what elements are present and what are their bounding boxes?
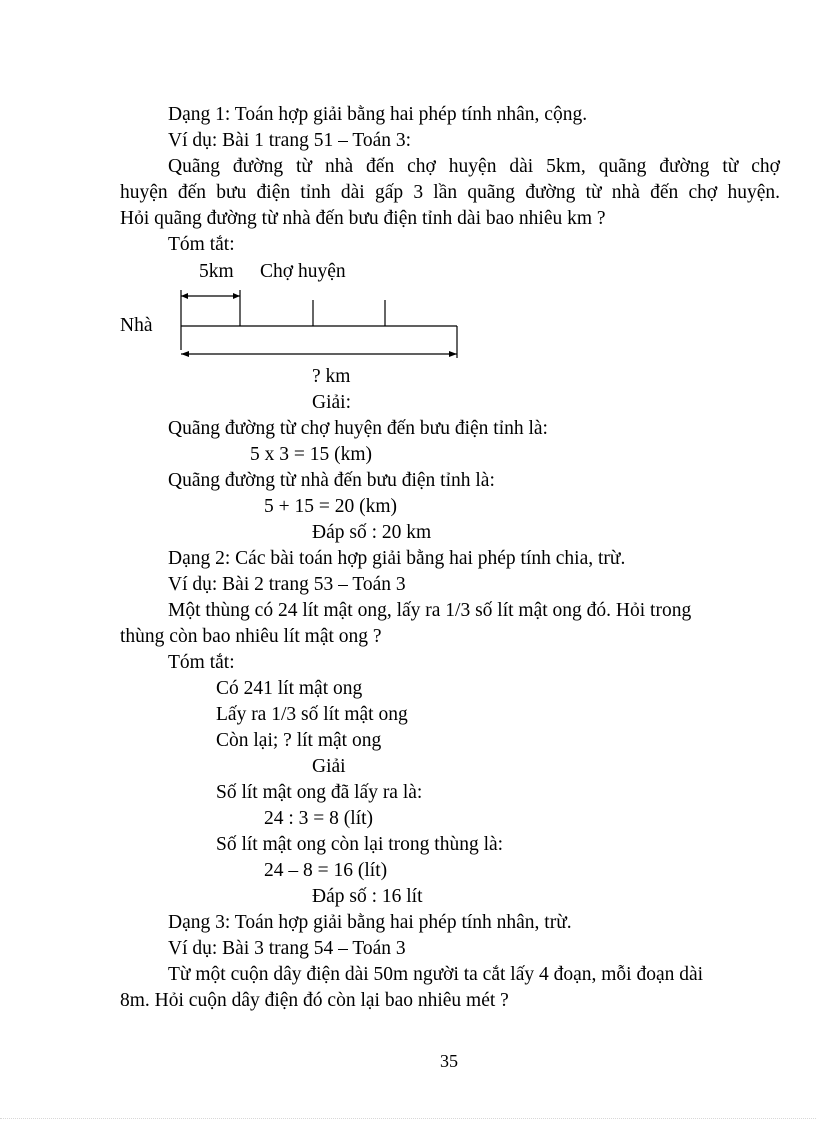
section3-problem-line1: Từ một cuộn dây điện dài 50m người ta cắt lấy 4 đoạn, mỗi đoạn dài [168,964,704,985]
section1-calc2: 5 + 15 = 20 (km) [264,496,398,517]
section1-example: Ví dụ: Bài 1 trang 51 – Toán 3: [168,130,412,151]
section1-step1: Quãng đường từ chợ huyện đến bưu điện tỉnh là: [168,418,548,439]
section2-problem-line1: Một thùng có 24 lít mật ong, lấy ra 1/3 số lít mật ong đó. Hỏi trong [168,600,692,621]
section2-summary-label: Tóm tắt: [168,652,235,673]
section1-step2: Quãng đường từ nhà đến bưu điện tỉnh là: [168,470,495,491]
section2-calc2: 24 – 8 = 16 (lít) [264,860,388,881]
section1-answer: Đáp số : 20 km [312,522,432,543]
section2-problem-line2: thùng còn bao nhiêu lít mật ong ? [120,626,382,647]
diagram-home-label: Nhà [120,315,153,336]
section1-summary-label: Tóm tắt: [168,234,235,255]
segment-arrow-head-left [181,293,188,299]
diagram-segment-label: 5km [199,261,234,282]
section2-summary-line2: Lấy ra 1/3 số lít mật ong [216,704,408,725]
segment-arrow-head-right [233,293,240,299]
section3-problem-line2: 8m. Hỏi cuộn dây điện đó còn lại bao nhiêu mét ? [120,990,509,1011]
section2-heading: Dạng 2: Các bài toán hợp giải bằng hai phép tính chia, trừ. [168,548,626,569]
section1-calc1: 5 x 3 = 15 (km) [250,444,373,465]
section2-calc1: 24 : 3 = 8 (lít) [264,808,374,829]
section3-example: Ví dụ: Bài 3 trang 54 – Toán 3 [168,938,406,959]
total-arrow-head-left [181,351,189,357]
section1-heading: Dạng 1: Toán hợp giải bằng hai phép tính nhân, cộng. [168,104,588,125]
diagram-total-label: ? km [312,366,351,387]
section1-solution-label: Giải: [312,392,351,413]
section2-answer: Đáp số : 16 lít [312,886,423,907]
section2-summary-line3: Còn lại; ? lít mật ong [216,730,382,751]
section2-solution-label: Giải [312,756,346,777]
section2-step1: Số lít mật ong đã lấy ra là: [216,782,423,803]
section1-problem-line1: Quãng đường từ nhà đến chợ huyện dài 5km, quãng đường từ chợ [168,156,780,177]
diagram-market-label: Chợ huyện [260,261,346,282]
section1-problem-line2: huyện đến bưu điện tỉnh dài gấp 3 lần quãng đường từ nhà đến chợ huyện. [120,182,780,203]
section2-step2: Số lít mật ong còn lại trong thùng là: [216,834,504,855]
section1-problem-line3: Hỏi quãng đường từ nhà đến bưu điện tỉnh dài bao nhiêu km ? [120,208,606,229]
section2-example: Ví dụ: Bài 2 trang 53 – Toán 3 [168,574,406,595]
section3-heading: Dạng 3: Toán hợp giải bằng hai phép tính nhân, trừ. [168,912,572,933]
total-arrow-head-right [449,351,457,357]
page-edge-divider [0,1118,816,1119]
page-number: 35 [440,1051,458,1071]
section2-summary-line1: Có 241 lít mật ong [216,678,363,699]
